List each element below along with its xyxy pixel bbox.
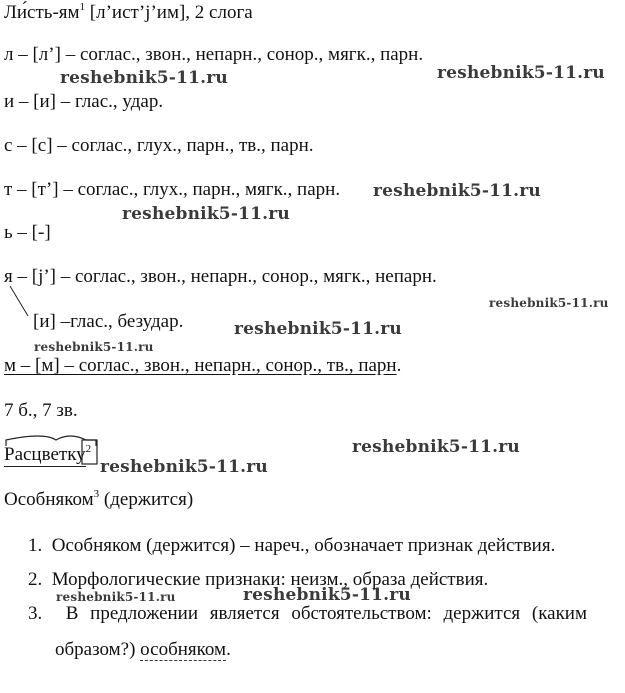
phoneme-row-ya-vowel: [и] –глас., безудар. (33, 311, 184, 332)
word-title: $Ли́сть-ям^1$ [л’ист’j’им], 2 слога (4, 0, 253, 23)
watermark: reshebnik5-11.ru (437, 63, 605, 83)
watermark: reshebnik5-11.ru (100, 457, 268, 477)
sound-letter-count: 7 б., 7 зв. (4, 400, 78, 421)
watermark: reshebnik5-11.ru (122, 204, 290, 224)
list-item-3-continued: образом?) особняком. (55, 639, 231, 660)
list-item-1: 1. Особняком (держится) – нареч., обозначает признак действия. (28, 535, 556, 556)
watermark: reshebnik5-11.ru (60, 68, 228, 88)
watermark: reshebnik5-11.ru (234, 319, 402, 339)
watermark: reshebnik5-11.ru (352, 437, 520, 457)
phoneme-row-t: т – [т’] – соглас., глух., парн., мягк., парн. (4, 179, 341, 200)
phoneme-row-ya: я – [j’] – соглас., звон., непарн., сонор., мягк., непарн. (4, 266, 437, 287)
phoneme-row-m: м – [м] – соглас., звон., непарн., сонор., тв., парн. (4, 355, 402, 376)
list-item-3: 3. В предложении является обстоятельством: держится (каким (28, 603, 587, 624)
phoneme-row-s: с – [с] – соглас., глух., парн., тв., парн. (4, 135, 314, 156)
watermark: reshebnik5-11.ru (243, 585, 411, 605)
connector-line (8, 284, 32, 320)
list-item-2: 2. Морфологические признаки: неизм., образа действия. (28, 569, 489, 590)
phoneme-row-soft-sign: ь – [-] (4, 222, 51, 243)
phoneme-row-i: и – [и] – глас., удар. (4, 91, 164, 112)
phoneme-row-l: л – [л’] – соглас., звон., непарн., сонор., мягк., парн. (4, 44, 424, 65)
watermark: reshebnik5-11.ru (34, 340, 154, 354)
word-osobnyakom: Особняком$^3$ (держится) (4, 487, 194, 510)
word-raszvetku: Расцветку $^2$ (4, 444, 91, 466)
watermark: reshebnik5-11.ru (373, 181, 541, 201)
watermark: reshebnik5-11.ru (56, 590, 176, 604)
watermark: reshebnik5-11.ru (489, 296, 609, 310)
